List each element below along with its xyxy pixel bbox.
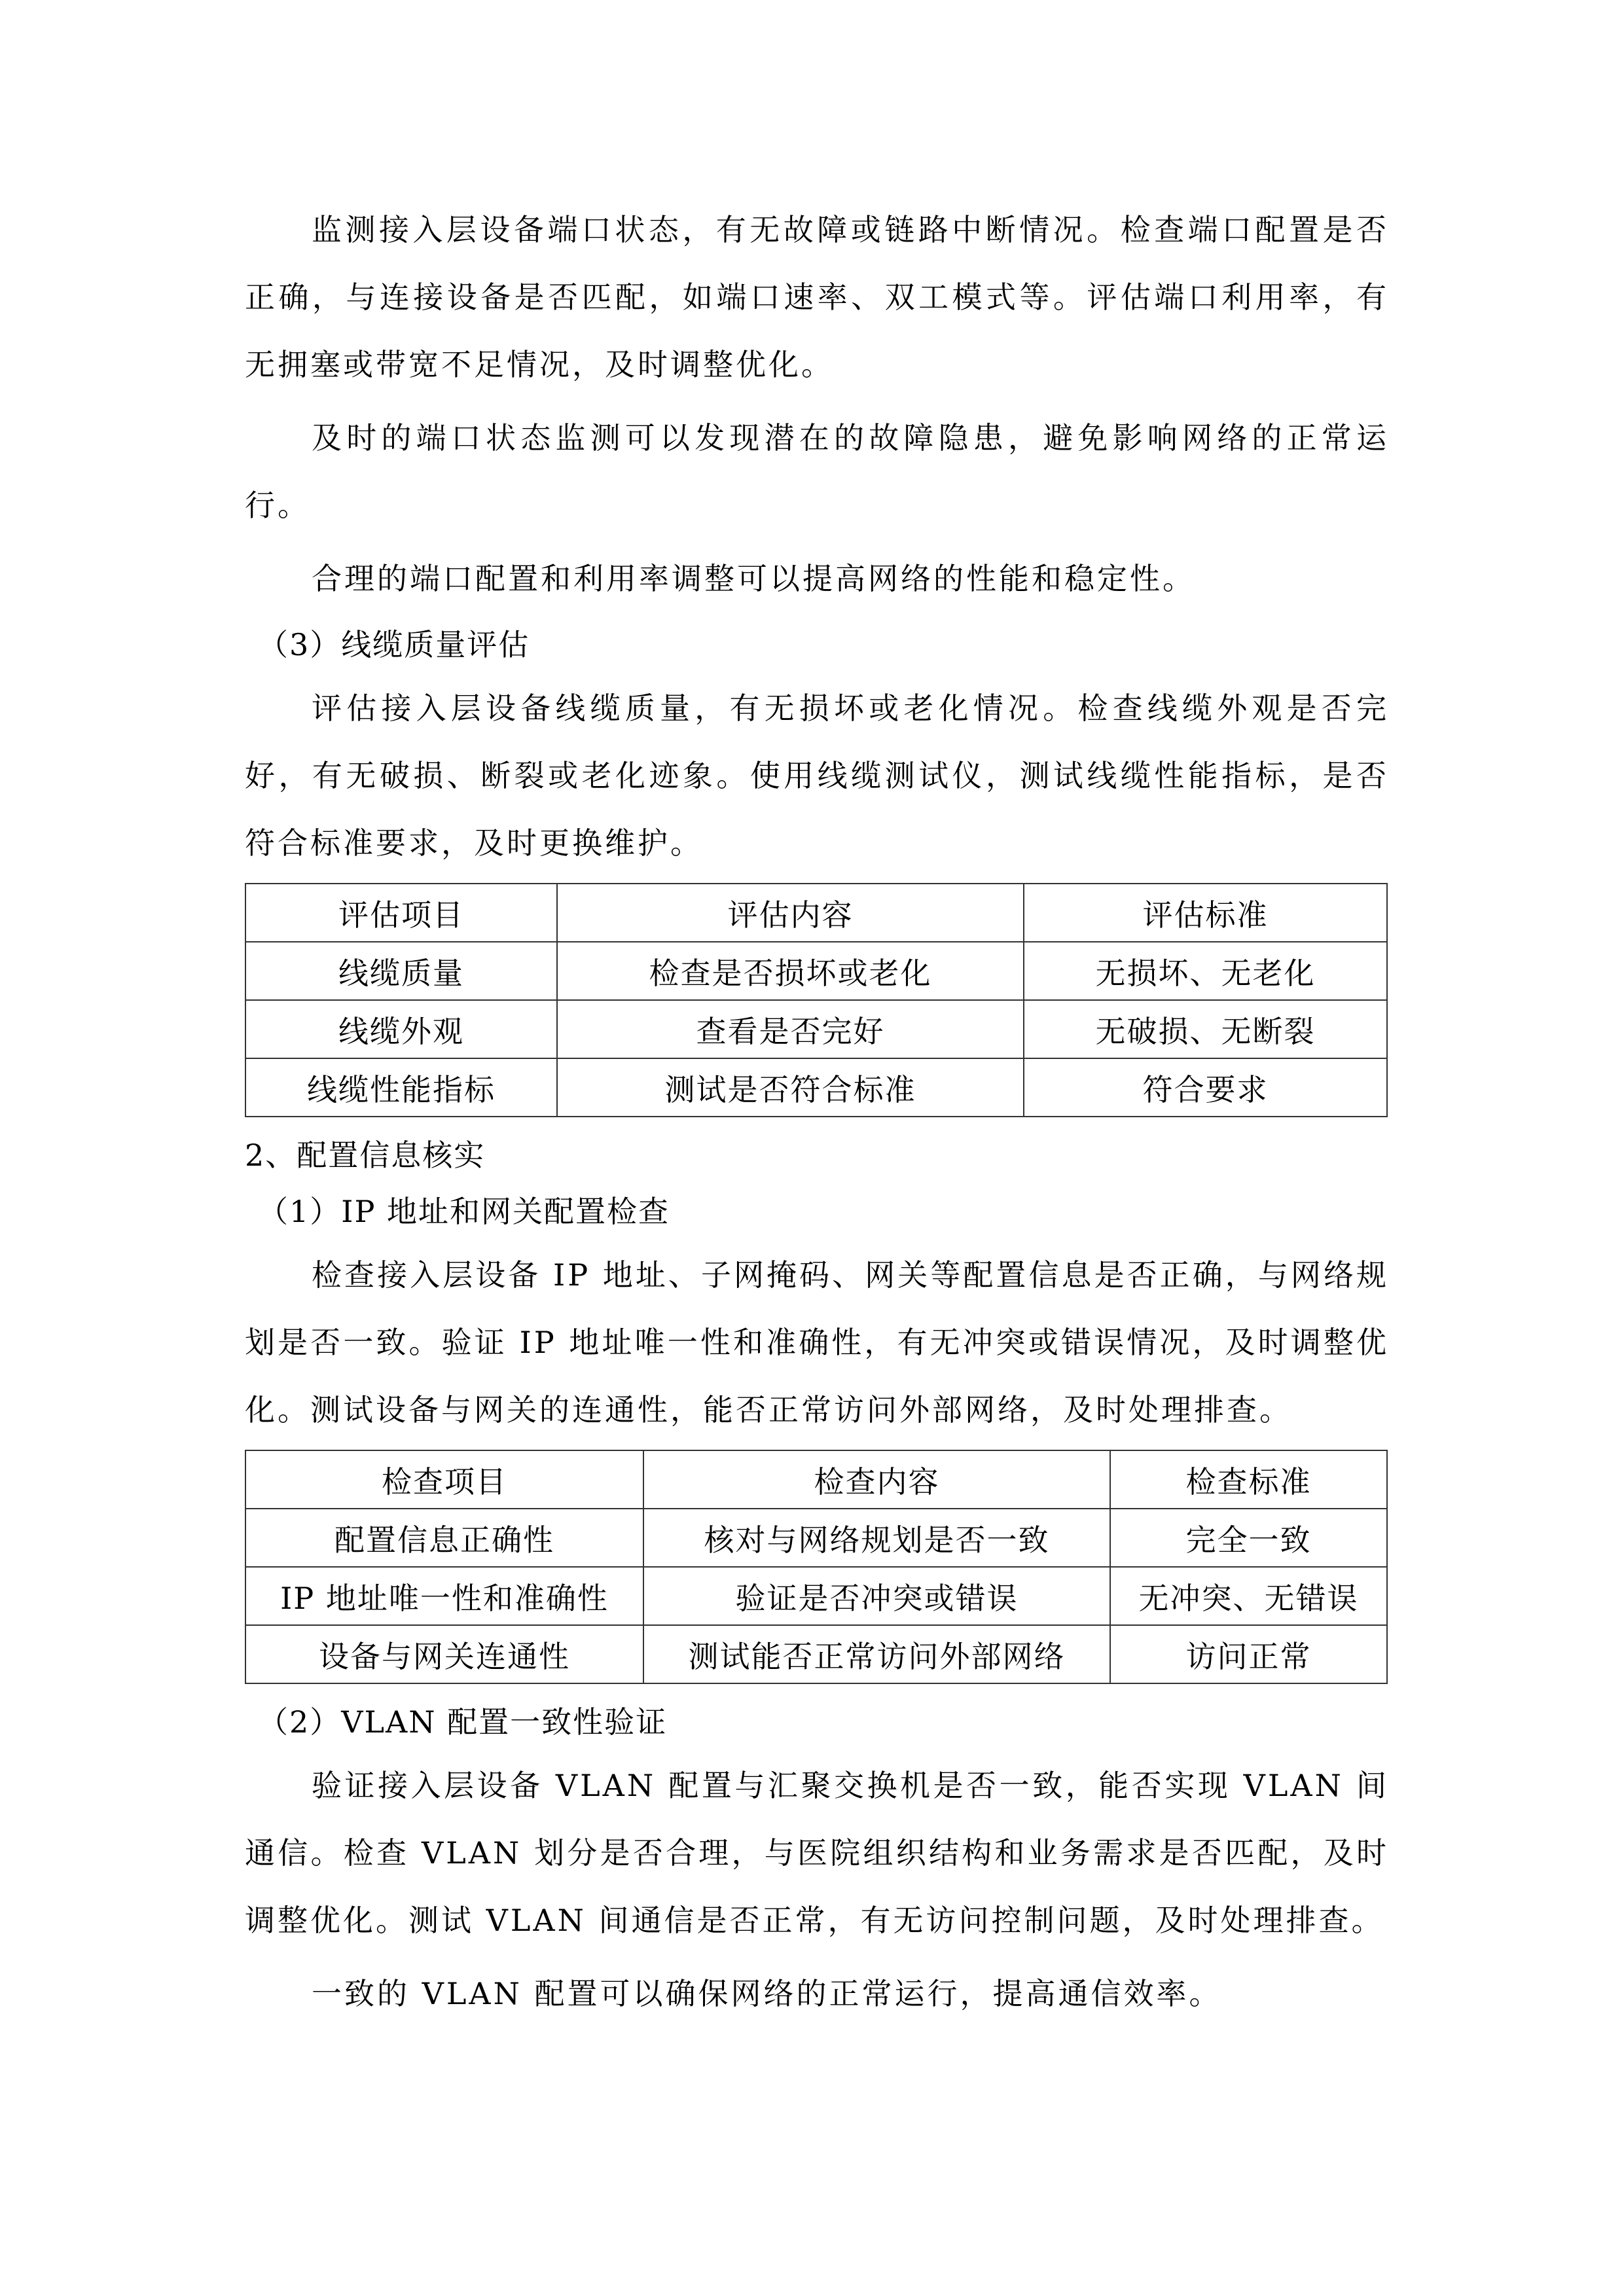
table-cell: 配置信息正确性 xyxy=(245,1509,643,1567)
heading-cable-quality: （3）线缆质量评估 xyxy=(258,627,530,662)
table-header-cell: 检查内容 xyxy=(643,1450,1110,1509)
table-row xyxy=(245,1625,1387,1683)
paragraph-cable-quality: 评估接入层设备线缆质量，有无损坏或老化情况。检查线缆外观是否完好，有无破损、断裂或老化迹象。使用线缆测试仪，测试线缆性能指标，是否符合标准要求，及时更换维护。 xyxy=(245,691,1389,861)
table-cell: 验证是否冲突或错误 xyxy=(643,1567,1110,1625)
table-cell: 线缆外观 xyxy=(245,1000,557,1058)
table-cell: 完全一致 xyxy=(1110,1509,1387,1567)
table-cell: 设备与网关连通性 xyxy=(245,1625,643,1683)
ip-check-table xyxy=(245,1450,1388,1684)
table-header-row xyxy=(245,1450,1387,1509)
table-row xyxy=(245,1567,1387,1625)
table-cell: 检查是否损坏或老化 xyxy=(557,942,1024,1000)
heading-ip-gateway: （1）IP 地址和网关配置检查 xyxy=(258,1194,670,1229)
table-row xyxy=(245,1509,1387,1567)
table-cell: IP 地址唯一性和准确性 xyxy=(245,1567,643,1625)
table-cell: 无冲突、无错误 xyxy=(1110,1567,1387,1625)
table-cell: 查看是否完好 xyxy=(557,1000,1024,1058)
table-header-row xyxy=(245,884,1387,942)
table-header-cell: 评估标准 xyxy=(1024,884,1387,942)
table-cell: 访问正常 xyxy=(1110,1625,1387,1683)
document-body xyxy=(245,196,1389,2034)
table-cell: 测试能否正常访问外部网络 xyxy=(643,1625,1110,1683)
paragraph-port-monitoring: 及时的端口状态监测可以发现潜在的故障隐患，避免影响网络的正常运行。 xyxy=(245,420,1389,523)
table-cell: 符合要求 xyxy=(1024,1058,1387,1117)
table-cell: 测试是否符合标准 xyxy=(557,1058,1024,1117)
cable-assessment-table xyxy=(245,883,1388,1117)
table-cell: 无损坏、无老化 xyxy=(1024,942,1387,1000)
heading-config-verification: 2、配置信息核实 xyxy=(245,1138,486,1173)
table-row xyxy=(245,1058,1387,1117)
table-header-cell: 评估项目 xyxy=(245,884,557,942)
paragraph-ip-gateway: 检查接入层设备 IP 地址、子网掩码、网关等配置信息是否正确，与网络规划是否一致。验证 IP 地址唯一性和准确性，有无冲突或错误情况，及时调整优化。测试设备与网关的连通性，能否正常访问外部网络，及时处理排查。 xyxy=(245,1257,1389,1427)
table-cell: 线缆性能指标 xyxy=(245,1058,557,1117)
paragraph-vlan-summary: 一致的 VLAN 配置可以确保网络的正常运行，提高通信效率。 xyxy=(312,1976,1222,2011)
table-row xyxy=(245,1000,1387,1058)
table-cell: 无破损、无断裂 xyxy=(1024,1000,1387,1058)
table-header-cell: 检查项目 xyxy=(245,1450,643,1509)
table-header-cell: 评估内容 xyxy=(557,884,1024,942)
paragraph-port-status: 监测接入层设备端口状态，有无故障或链路中断情况。检查端口配置是否正确，与连接设备是否匹配，如端口速率、双工模式等。评估端口利用率，有无拥塞或带宽不足情况，及时调整优化。 xyxy=(245,212,1389,382)
table-header-cell: 检查标准 xyxy=(1110,1450,1387,1509)
paragraph-port-config: 合理的端口配置和利用率调整可以提高网络的性能和稳定性。 xyxy=(312,561,1195,596)
paragraph-vlan-verification: 验证接入层设备 VLAN 配置与汇聚交换机是否一致，能否实现 VLAN 间通信。检查 VLAN 划分是否合理，与医院组织结构和业务需求是否匹配，及时调整优化。测试 VLAN 间通信是否正常，有无访问控制问题，及时处理排查。 xyxy=(245,1768,1389,1938)
heading-vlan: （2）VLAN 配置一致性验证 xyxy=(258,1704,668,1740)
table-cell: 线缆质量 xyxy=(245,942,557,1000)
table-row xyxy=(245,942,1387,1000)
table-cell: 核对与网络规划是否一致 xyxy=(643,1509,1110,1567)
